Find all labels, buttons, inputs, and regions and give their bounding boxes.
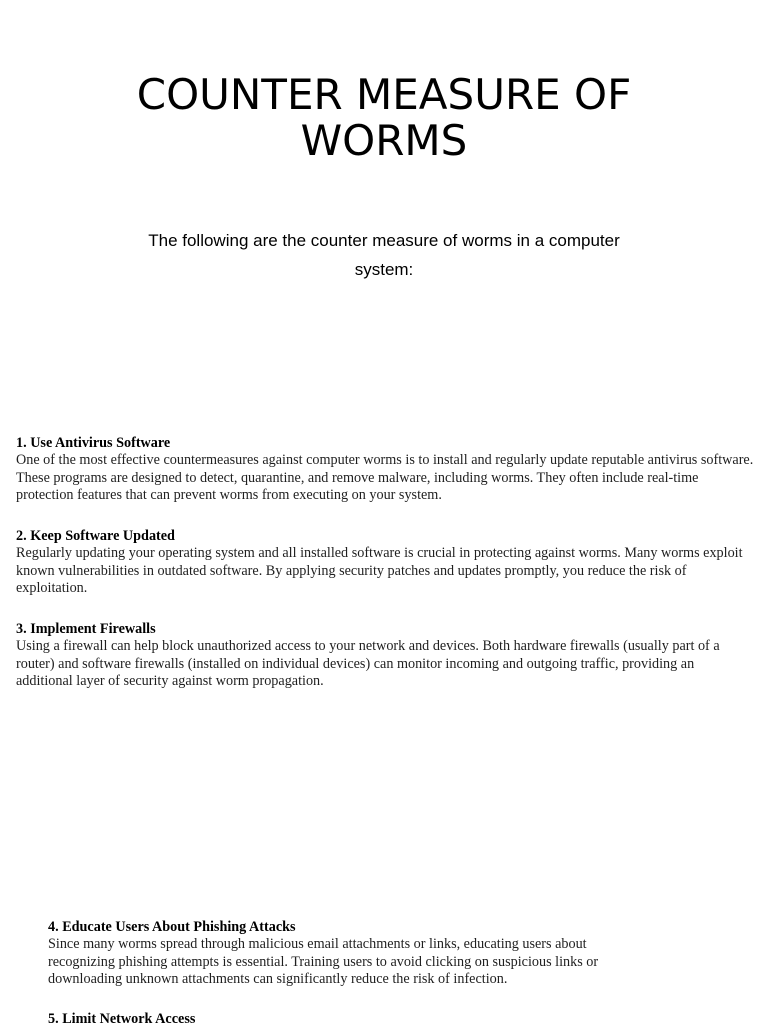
section-phishing	[48, 919, 628, 989]
section-heading: 4. Educate Users About Phishing Attacks	[48, 919, 296, 935]
section-body: One of the most effective countermeasures against computer worms is to install and regularly update reputable antivirus software. These programs are designed to detect, quarantine, and remove malware, including worms. They often include real-time protection features that can prevent worms from executing on your system.	[16, 452, 754, 504]
page-title: COUNTER MEASURE OF WORMS	[136, 70, 632, 165]
section-antivirus	[16, 435, 756, 505]
intro-text: The following are the counter measure of worms in a computer system:	[148, 231, 620, 279]
section-heading: 5. Limit Network Access	[48, 1011, 196, 1024]
section-heading: 2. Keep Software Updated	[16, 528, 175, 544]
section-firewalls	[16, 621, 746, 691]
section-network-access	[48, 1011, 628, 1024]
section-body: Since many worms spread through malicious email attachments or links, educating users about recognizing phishing attempts is essential. Training users to avoid clicking on suspicious links or downloading unknown attachments can significantly reduce the risk of infection.	[48, 936, 599, 988]
section-body: Using a firewall can help block unauthorized access to your network and devices. Both hardware firewalls (usually part of a router) and software firewalls (installed on individual devices) can monitor incoming and outgoing traffic, providing an additional layer of security against worm propagation.	[16, 638, 720, 690]
section-body: Regularly updating your operating system and all installed software is crucial in protecting against worms. Many worms exploit known vulnerabilities in outdated software. By applying security patches and updates promptly, you reduce the risk of exploitation.	[16, 545, 743, 597]
section-heading: 3. Implement Firewalls	[16, 621, 156, 637]
section-heading: 1. Use Antivirus Software	[16, 435, 171, 451]
section-software-updates	[16, 528, 758, 598]
